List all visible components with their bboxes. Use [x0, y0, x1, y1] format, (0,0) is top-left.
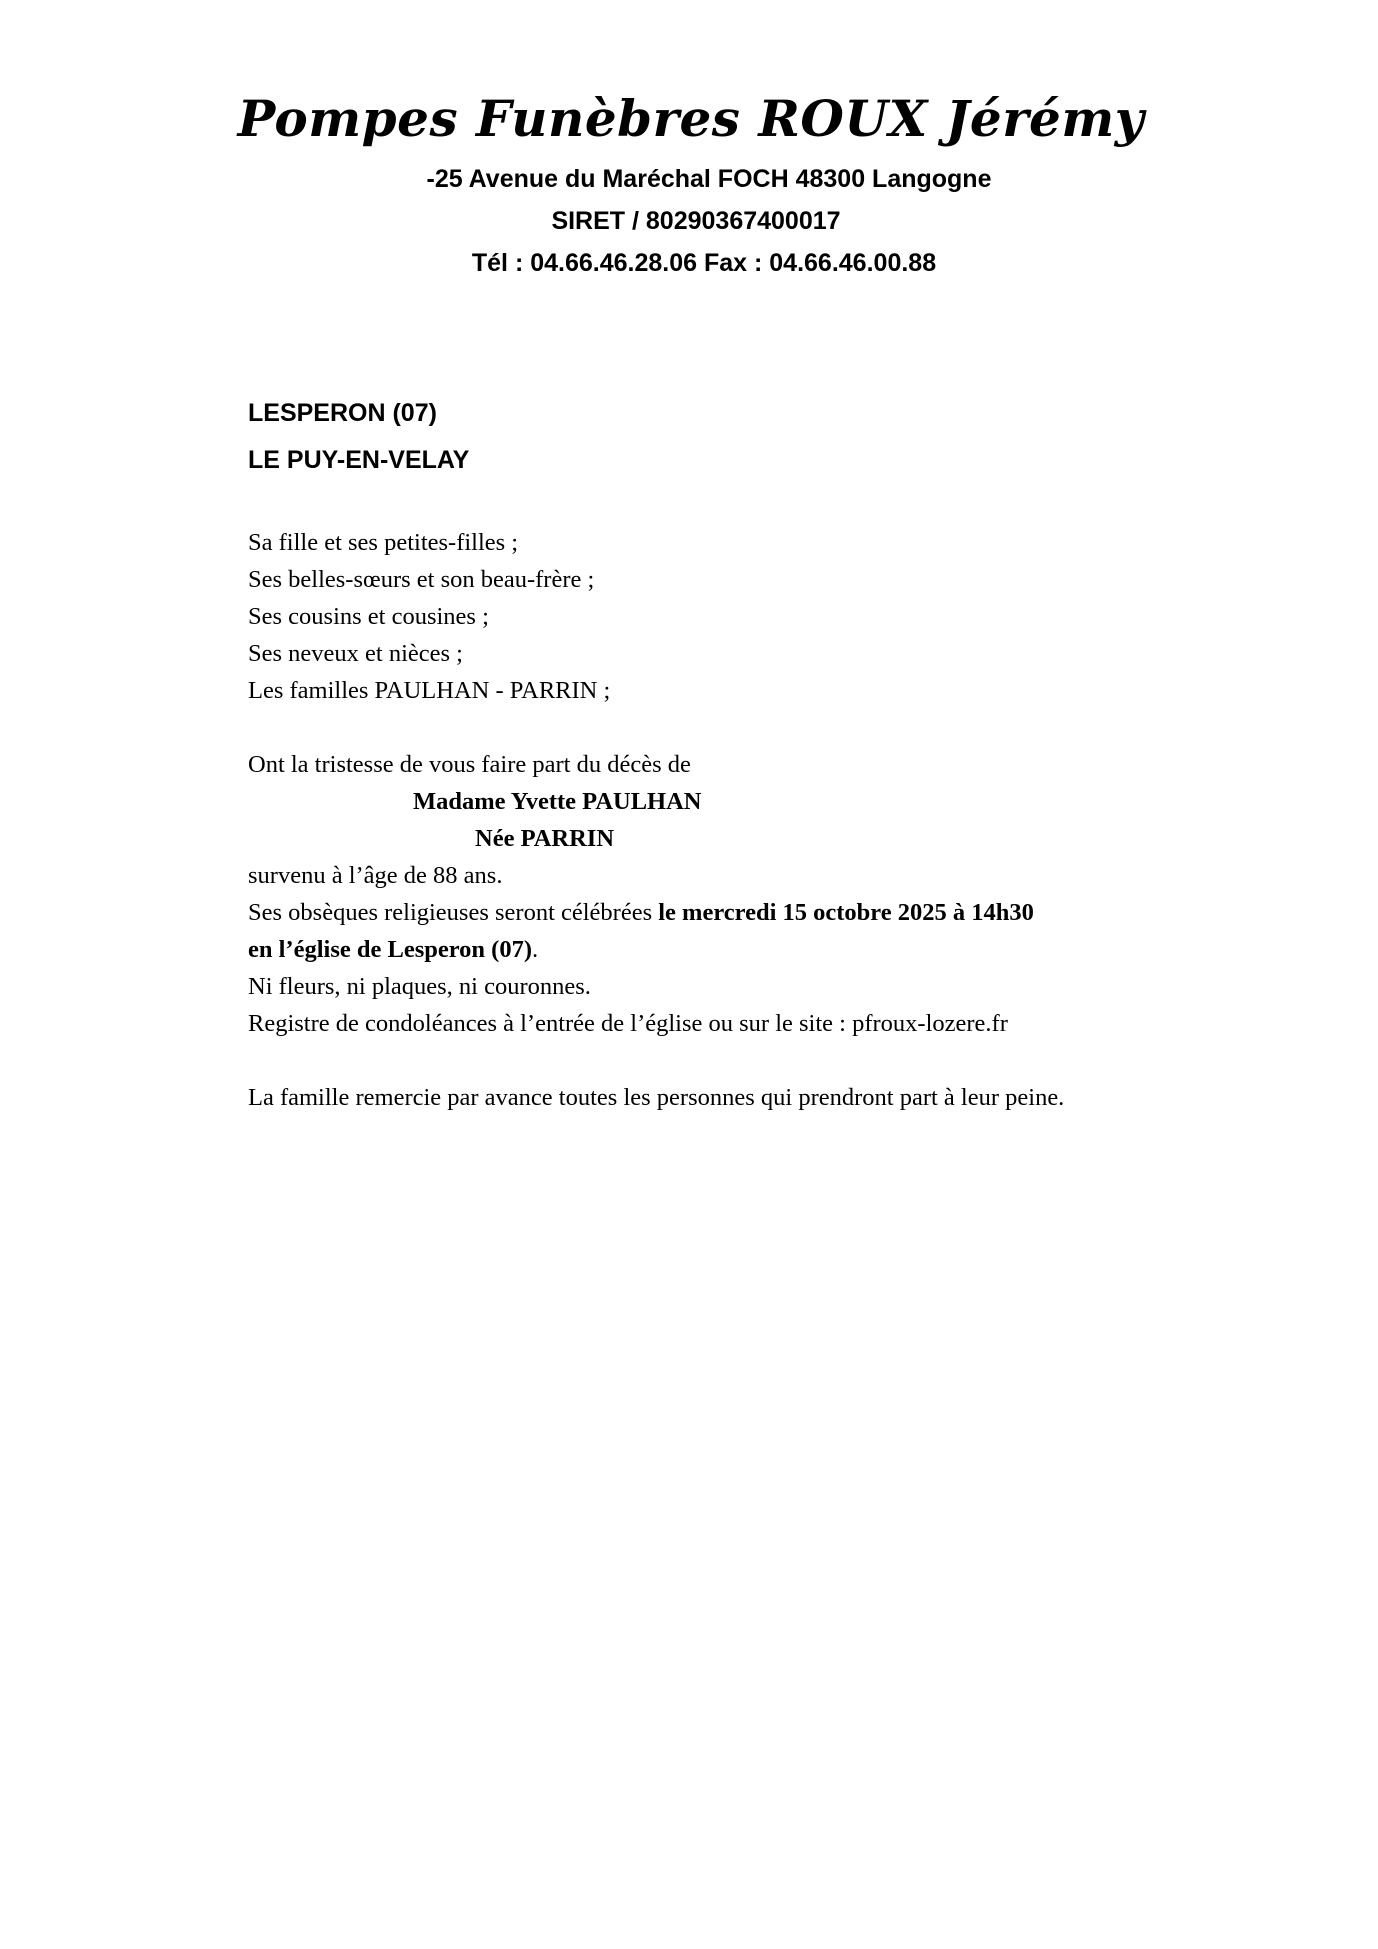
funeral-place-line [248, 931, 1298, 968]
location-line: LESPERON (07) [248, 399, 437, 427]
deceased-age: survenu à l’âge de 88 ans. [248, 862, 503, 889]
family-line: Les familles PAULHAN - PARRIN ; [248, 677, 611, 704]
funeral-details [248, 894, 1298, 1042]
funeral-place: en l’église de Lesperon (07) [248, 936, 532, 963]
letterhead [0, 80, 1378, 284]
company-address: -25 Avenue du Maréchal FOCH 48300 Langogne [426, 165, 992, 193]
company-name: Pompes Funèbres ROUX Jérémy [237, 89, 1145, 148]
company-siret: SIRET / 80290367400017 [551, 207, 841, 235]
obituary-content [248, 390, 1298, 1116]
family-line: Ses cousins et cousines ; [248, 603, 489, 630]
funeral-registry: Registre de condoléances à l’entrée de l’église ou sur le site : pfroux-lozere.fr [248, 1010, 1008, 1037]
funeral-intro: Ses obsèques religieuses seront célébrées [248, 899, 659, 926]
family-list [248, 524, 1298, 709]
family-line: Ses belles-sœurs et son beau-frère ; [248, 566, 595, 593]
funeral-place-end: . [532, 936, 539, 963]
deceased-birth-name: Née PARRIN [475, 825, 615, 852]
family-line: Ses neveux et nièces ; [248, 640, 463, 667]
funeral-date-line [248, 894, 1298, 931]
funeral-flowers: Ni fleurs, ni plaques, ni couronnes. [248, 973, 591, 1000]
announcement: Ont la tristesse de vous faire part du décès de [248, 751, 691, 778]
funeral-date-time: le mercredi 15 octobre 2025 à 14h30 [658, 899, 1034, 926]
location-line: LE PUY-EN-VELAY [248, 446, 470, 474]
deceased-name: Madame Yvette PAULHAN [413, 788, 702, 815]
locations [248, 390, 1298, 484]
family-line: Sa fille et ses petites-filles ; [248, 529, 519, 556]
company-phone-fax: Tél : 04.66.46.28.06 Fax : 04.66.46.00.88 [471, 249, 937, 277]
obituary-text [248, 524, 1298, 1116]
thanks-message: La famille remercie par avance toutes les personnes qui prendront part à leur peine. [248, 1084, 1065, 1111]
